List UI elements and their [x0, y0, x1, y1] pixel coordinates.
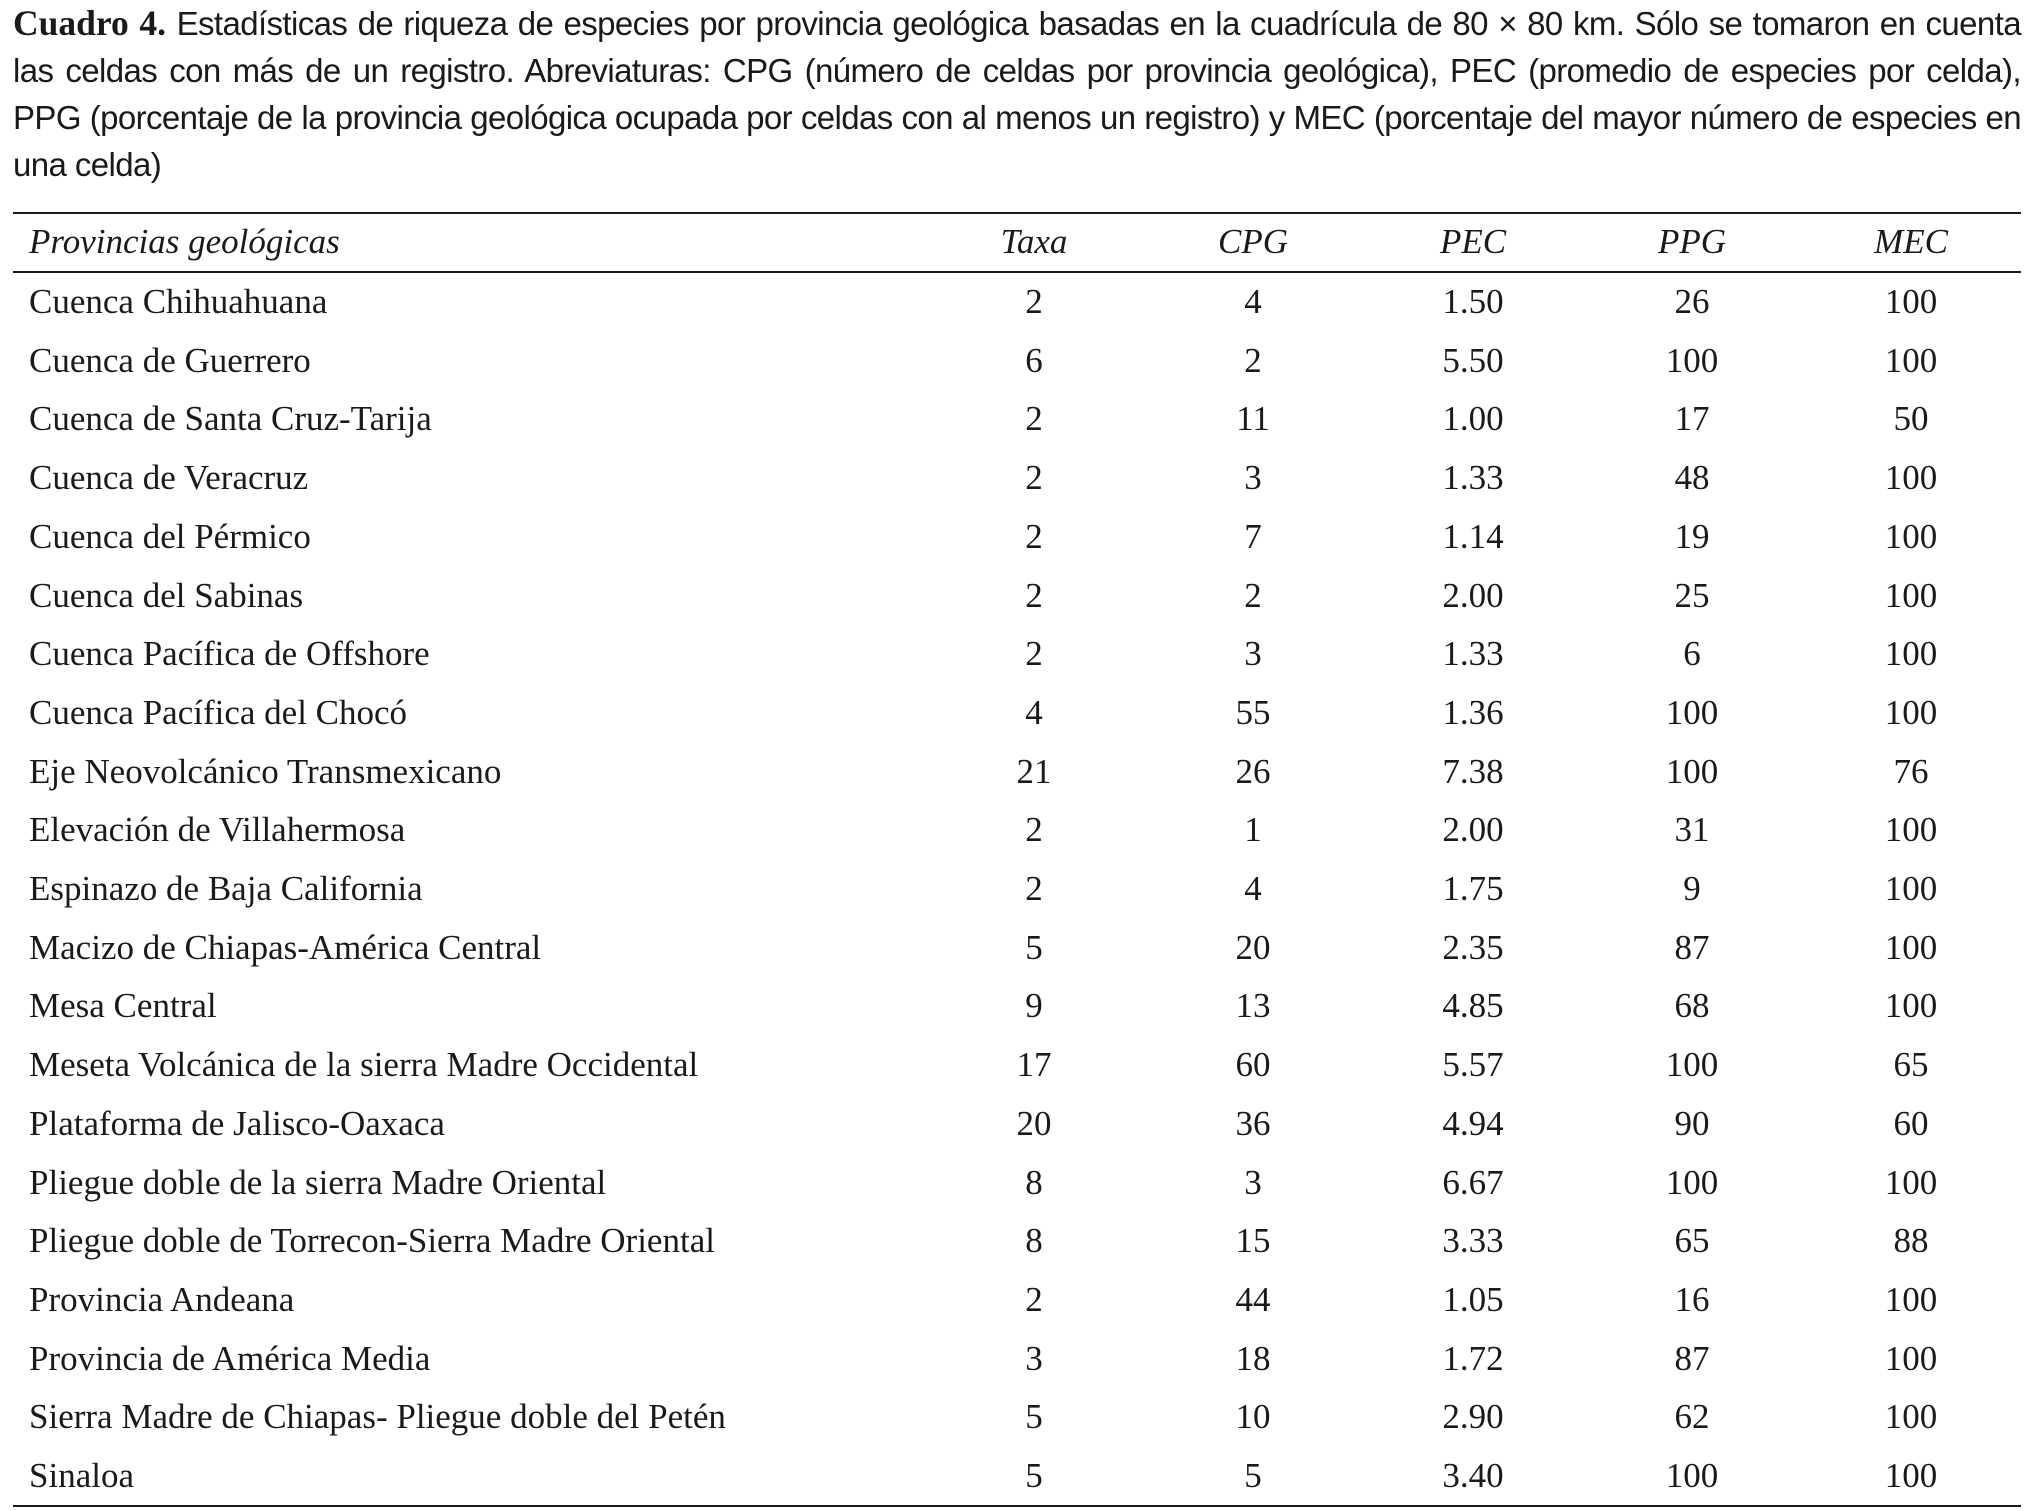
- cell-provincia: Eje Neovolcánico Transmexicano: [29, 751, 502, 791]
- cell-taxa: 2: [1025, 516, 1043, 556]
- cell-provincia: Sinaloa: [29, 1456, 134, 1495]
- cell-pec: 3.33: [1442, 1221, 1504, 1261]
- cell-pec: 5.57: [1442, 1045, 1504, 1085]
- cell-ppg: 17: [1674, 399, 1710, 439]
- table-row: [13, 449, 2021, 507]
- cell-cpg: 2: [1244, 340, 1262, 380]
- cell-taxa: 2: [1025, 399, 1043, 439]
- cell-taxa: 2: [1025, 1279, 1043, 1319]
- table-row: [13, 390, 2021, 448]
- cell-pec: 1.33: [1442, 458, 1504, 498]
- cell-mec: 100: [1884, 692, 1938, 732]
- header-taxa: Taxa: [1000, 222, 1068, 261]
- cell-provincia: Cuenca Chihuahuana: [29, 282, 328, 321]
- cell-provincia: Provincia Andeana: [29, 1279, 295, 1319]
- cell-pec: 1.50: [1442, 282, 1504, 321]
- table-header-row: [13, 213, 2021, 271]
- cell-provincia: Sierra Madre de Chiapas- Pliegue doble del Petén: [29, 1397, 726, 1437]
- table-row: [13, 684, 2021, 742]
- header-mec: MEC: [1874, 222, 1948, 261]
- cell-pec: 4.94: [1442, 1103, 1504, 1143]
- cell-cpg: 60: [1235, 1045, 1271, 1085]
- cell-ppg: 6: [1683, 634, 1701, 674]
- cell-provincia: Mesa Central: [29, 986, 217, 1026]
- table-row: [13, 508, 2021, 566]
- cell-cpg: 15: [1235, 1221, 1271, 1261]
- cell-taxa: 5: [1025, 927, 1043, 967]
- cell-taxa: 9: [1025, 986, 1043, 1026]
- table-row: [13, 919, 2021, 977]
- table-row: [13, 1095, 2021, 1153]
- header-provincias: Provincias geológicas: [29, 222, 340, 261]
- cell-ppg: 25: [1674, 575, 1710, 615]
- cell-mec: 100: [1884, 869, 1938, 908]
- cell-pec: 2.00: [1442, 810, 1504, 850]
- cell-mec: 100: [1884, 1162, 1938, 1202]
- cell-pec: 1.33: [1442, 634, 1504, 674]
- cell-mec: 100: [1884, 927, 1938, 967]
- cell-mec: 100: [1884, 516, 1938, 556]
- cell-cpg: 44: [1235, 1279, 1271, 1319]
- cell-taxa: 21: [1016, 751, 1052, 791]
- cell-taxa: 8: [1025, 1162, 1043, 1202]
- cell-ppg: 9: [1683, 869, 1701, 908]
- cell-taxa: 20: [1016, 1103, 1052, 1143]
- cell-cpg: 7: [1244, 516, 1262, 556]
- cell-provincia: Provincia de América Media: [29, 1338, 431, 1378]
- table-row: [13, 743, 2021, 801]
- cell-cpg: 4: [1244, 282, 1262, 321]
- header-cpg: CPG: [1218, 222, 1288, 261]
- cell-provincia: Macizo de Chiapas-América Central: [29, 927, 542, 967]
- cell-mec: 100: [1884, 810, 1938, 850]
- cell-pec: 2.90: [1442, 1397, 1504, 1437]
- cell-ppg: 87: [1674, 927, 1710, 967]
- cell-ppg: 16: [1674, 1279, 1710, 1319]
- cell-ppg: 90: [1674, 1103, 1710, 1143]
- cell-ppg: 87: [1674, 1338, 1710, 1378]
- table-row: [13, 801, 2021, 859]
- cell-pec: 1.72: [1442, 1338, 1504, 1378]
- cell-provincia: Elevación de Villahermosa: [29, 810, 406, 850]
- cell-taxa: 3: [1025, 1338, 1043, 1378]
- table-row: [13, 332, 2021, 390]
- table-row: [13, 625, 2021, 683]
- caption-text: Estadísticas de riqueza de especies por provincia geológica basadas en la cuadrícula de 80 × 80 km. Sólo se tomaron en cuenta las celdas con más de un registro. Abreviaturas: CPG (número de celdas por provincia geológica), PEC (promedio de especies por celda), PPG (porcentaje de la provincia geológica ocupada por celdas con al menos un registro) y MEC (porcentaje del mayor número de especies en una celda): [13, 5, 2021, 183]
- table-row: [13, 860, 2021, 918]
- cell-cpg: 1: [1244, 810, 1262, 850]
- cell-cpg: 3: [1244, 1162, 1262, 1202]
- cell-ppg: 100: [1665, 751, 1719, 791]
- cell-pec: 2.00: [1442, 575, 1504, 615]
- cell-ppg: 19: [1674, 516, 1710, 556]
- cell-provincia: Cuenca Pacífica de Offshore: [29, 634, 430, 674]
- cell-mec: 100: [1884, 340, 1938, 380]
- table-bottom-rule: [13, 1505, 2021, 1507]
- cell-mec: 100: [1884, 1456, 1938, 1495]
- cell-provincia: Cuenca del Sabinas: [29, 575, 304, 615]
- cell-ppg: 100: [1665, 340, 1719, 380]
- cell-taxa: 2: [1025, 575, 1043, 615]
- cell-mec: 100: [1884, 1338, 1938, 1378]
- cell-pec: 3.40: [1442, 1456, 1504, 1495]
- table-row: [13, 1271, 2021, 1329]
- table-caption: [13, 0, 2021, 188]
- cell-ppg: 48: [1674, 458, 1710, 498]
- cell-mec: 100: [1884, 458, 1938, 498]
- cell-ppg: 100: [1665, 1045, 1719, 1085]
- cell-ppg: 26: [1674, 282, 1710, 321]
- cell-cpg: 13: [1235, 986, 1271, 1026]
- cell-provincia: Cuenca del Pérmico: [29, 516, 311, 556]
- cell-taxa: 5: [1025, 1456, 1043, 1495]
- cell-pec: 6.67: [1442, 1162, 1504, 1202]
- cell-taxa: 6: [1025, 340, 1043, 380]
- cell-pec: 1.14: [1442, 516, 1504, 556]
- cell-mec: 100: [1884, 1397, 1938, 1437]
- cell-ppg: 100: [1665, 1162, 1719, 1202]
- cell-cpg: 26: [1235, 751, 1271, 791]
- cell-cpg: 20: [1235, 927, 1271, 967]
- table-row: [13, 1388, 2021, 1446]
- cell-cpg: 18: [1235, 1338, 1271, 1378]
- cell-provincia: Cuenca de Veracruz: [29, 458, 309, 498]
- table-row: [13, 1036, 2021, 1094]
- caption-label: Cuadro 4.: [13, 3, 166, 43]
- cell-ppg: 68: [1674, 986, 1710, 1026]
- cell-mec: 100: [1884, 575, 1938, 615]
- cell-mec: 60: [1893, 1103, 1929, 1143]
- cell-cpg: 10: [1235, 1397, 1271, 1437]
- cell-mec: 100: [1884, 634, 1938, 674]
- cell-mec: 100: [1884, 282, 1938, 321]
- table-row: [13, 1212, 2021, 1270]
- cell-provincia: Pliegue doble de la sierra Madre Oriental: [29, 1162, 607, 1202]
- cell-taxa: 4: [1025, 692, 1043, 732]
- cell-taxa: 2: [1025, 282, 1043, 321]
- cell-provincia: Cuenca Pacífica del Chocó: [29, 692, 408, 732]
- cell-mec: 88: [1893, 1221, 1929, 1261]
- cell-cpg: 2: [1244, 575, 1262, 615]
- cell-taxa: 17: [1016, 1045, 1052, 1085]
- cell-provincia: Pliegue doble de Torrecon-Sierra Madre Oriental: [29, 1221, 715, 1261]
- cell-cpg: 55: [1235, 692, 1271, 732]
- cell-provincia: Cuenca de Santa Cruz-Tarija: [29, 399, 432, 439]
- cell-taxa: 8: [1025, 1221, 1043, 1261]
- cell-cpg: 4: [1244, 869, 1262, 908]
- cell-mec: 100: [1884, 1279, 1938, 1319]
- cell-ppg: 31: [1674, 810, 1710, 850]
- cell-mec: 65: [1893, 1045, 1929, 1085]
- cell-pec: 1.75: [1442, 869, 1504, 908]
- cell-ppg: 100: [1665, 1456, 1719, 1495]
- cell-mec: 50: [1893, 399, 1929, 439]
- table-row: [13, 1330, 2021, 1388]
- header-pec: PEC: [1439, 222, 1507, 261]
- cell-pec: 1.36: [1442, 692, 1504, 732]
- cell-ppg: 62: [1674, 1397, 1710, 1437]
- table-row: [13, 1154, 2021, 1212]
- cell-ppg: 100: [1665, 692, 1719, 732]
- cell-pec: 2.35: [1442, 927, 1504, 967]
- cell-provincia: Cuenca de Guerrero: [29, 340, 311, 380]
- table-row: [13, 1447, 2021, 1505]
- cell-provincia: Espinazo de Baja California: [29, 869, 423, 908]
- cell-taxa: 2: [1025, 869, 1043, 908]
- cell-cpg: 36: [1235, 1103, 1271, 1143]
- cell-taxa: 2: [1025, 458, 1043, 498]
- cell-pec: 1.00: [1442, 399, 1504, 439]
- cell-ppg: 65: [1674, 1221, 1710, 1261]
- cell-pec: 7.38: [1442, 751, 1504, 791]
- table-row: [13, 273, 2021, 331]
- table-row: [13, 567, 2021, 625]
- cell-taxa: 2: [1025, 634, 1043, 674]
- cell-taxa: 5: [1025, 1397, 1043, 1437]
- cell-provincia: Meseta Volcánica de la sierra Madre Occidental: [29, 1045, 699, 1085]
- cell-cpg: 5: [1244, 1456, 1262, 1495]
- cell-pec: 1.05: [1442, 1279, 1504, 1319]
- cell-cpg: 3: [1244, 634, 1262, 674]
- cell-taxa: 2: [1025, 810, 1043, 850]
- cell-pec: 4.85: [1442, 986, 1504, 1026]
- header-ppg: PPG: [1657, 222, 1727, 261]
- cell-mec: 76: [1893, 751, 1929, 791]
- table-row: [13, 977, 2021, 1035]
- cell-mec: 100: [1884, 986, 1938, 1026]
- cell-provincia: Plataforma de Jalisco-Oaxaca: [29, 1103, 445, 1143]
- cell-cpg: 11: [1236, 399, 1270, 439]
- cell-cpg: 3: [1244, 458, 1262, 498]
- cell-pec: 5.50: [1442, 340, 1504, 380]
